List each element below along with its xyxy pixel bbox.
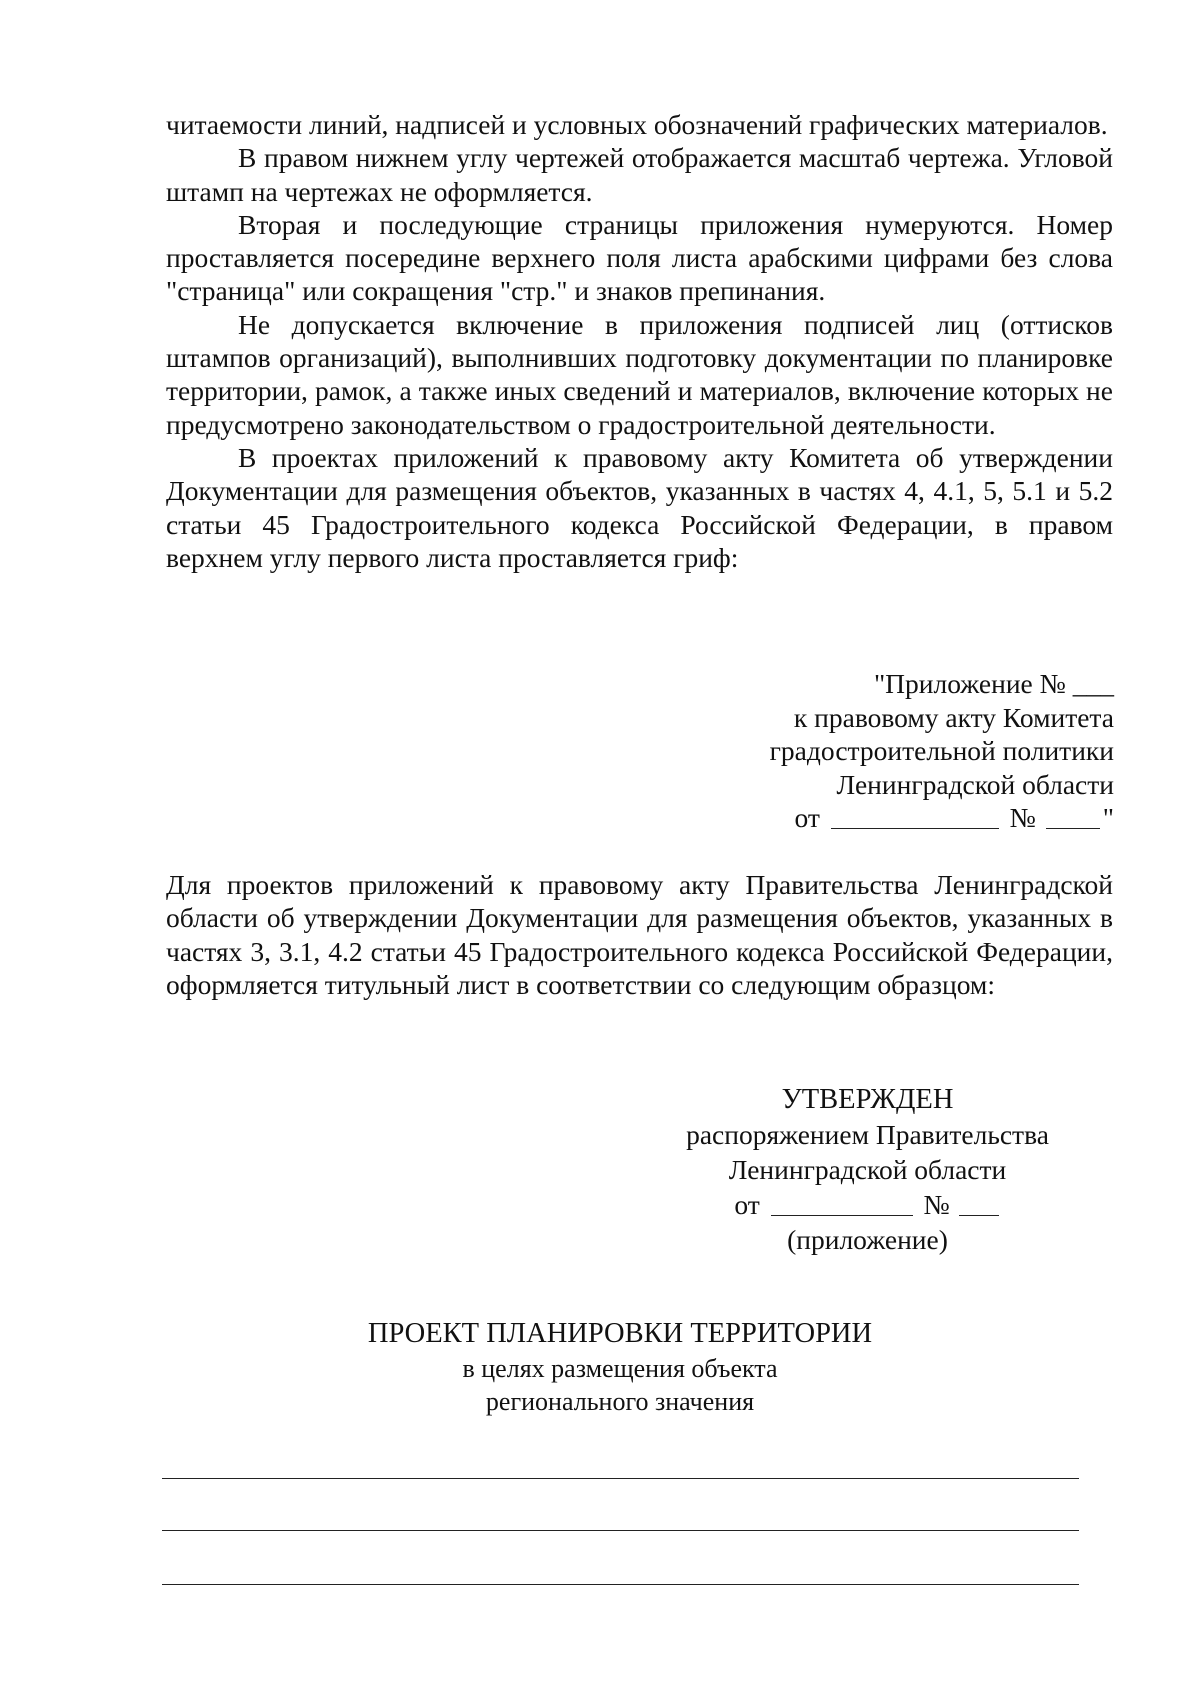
stamp-date-blank bbox=[831, 827, 999, 829]
paragraph-scale: В правом нижнем углу чертежей отображается масштаб чертежа. Угловой штамп на чертежах не оформляется. bbox=[166, 142, 1113, 207]
approved-region-line: Ленинградской области bbox=[728, 1154, 1007, 1185]
stamp-line-date bbox=[770, 801, 1114, 835]
title-block bbox=[300, 1316, 940, 1418]
approved-heading: УТВЕРЖДЕН bbox=[781, 1084, 954, 1115]
paragraph-continuation: читаемости линий, надписей и условных обозначений графических материалов. bbox=[166, 109, 1108, 140]
blank-line-2 bbox=[162, 1530, 1079, 1531]
stamp-line-act: к правовому акту Комитета bbox=[793, 701, 1114, 733]
approved-date-blank bbox=[771, 1214, 913, 1216]
approved-by-line: распоряжением Правительства bbox=[686, 1119, 1049, 1150]
stamp-number-blank bbox=[1046, 827, 1100, 829]
approved-date-prefix: от bbox=[734, 1189, 760, 1220]
appendix-stamp bbox=[770, 667, 1114, 835]
paragraph-page-numbering: Вторая и последующие страницы приложения нумеруются. Номер проставляется посередине верхнего поля листа арабскими цифрами без слова "страница" или сокращения "стр." и знаков препинания. bbox=[166, 208, 1113, 307]
project-title: ПРОЕКТ ПЛАНИРОВКИ ТЕРРИТОРИИ bbox=[367, 1318, 873, 1349]
project-subtitle-line2: регионального значения bbox=[485, 1387, 755, 1416]
stamp-line-appendix: "Приложение № ___ bbox=[873, 668, 1114, 699]
blank-line-1 bbox=[162, 1478, 1079, 1479]
stamp-date-prefix: от bbox=[794, 802, 820, 833]
stamp-line-region: Ленинградской области bbox=[836, 768, 1114, 800]
approved-date-line bbox=[660, 1187, 1075, 1222]
paragraph-stamp-intro: В проектах приложений к правовому акту Комитета об утверждении Документации для размещения объектов, указанных в частях 4, 4.1, 5, 5.1 и 5.2 статьи 45 Градостроительного кодекса Российской Федерации, в правом верхнем углу первого листа проставляется гриф: bbox=[166, 441, 1113, 573]
paragraph-title-page: Для проектов приложений к правовому акту Правительства Ленинградской области об утверждении Документации для размещения объектов, указанных в частях 3, 3.1, 4.2 статьи 45 Градостроительного кодекса Российской Федерации, оформляется титульный лист в соответствии со следующим образцом: bbox=[166, 869, 1113, 1000]
blank-line-3 bbox=[162, 1584, 1079, 1585]
approved-number-blank bbox=[959, 1214, 999, 1216]
stamp-closing-quote: " bbox=[1102, 802, 1114, 833]
approval-block bbox=[660, 1082, 1075, 1257]
project-subtitle-line1: в целях размещения объекта bbox=[462, 1354, 778, 1383]
stamp-line-policy: градостроительной политики bbox=[769, 735, 1114, 766]
approved-number-sign: № bbox=[923, 1189, 950, 1220]
approved-appendix-note: (приложение) bbox=[787, 1224, 948, 1255]
paragraph-signatures: Не допускается включение в приложения подписей лиц (оттисков штампов организаций), выполнивших подготовку документации по планировке территории, рамок, а также иных сведений и материалов, включение которых не предусмотрено законодательством о градостроительной деятельности. bbox=[166, 308, 1113, 440]
stamp-number-sign: № bbox=[1009, 802, 1036, 833]
body-text bbox=[166, 108, 1113, 574]
